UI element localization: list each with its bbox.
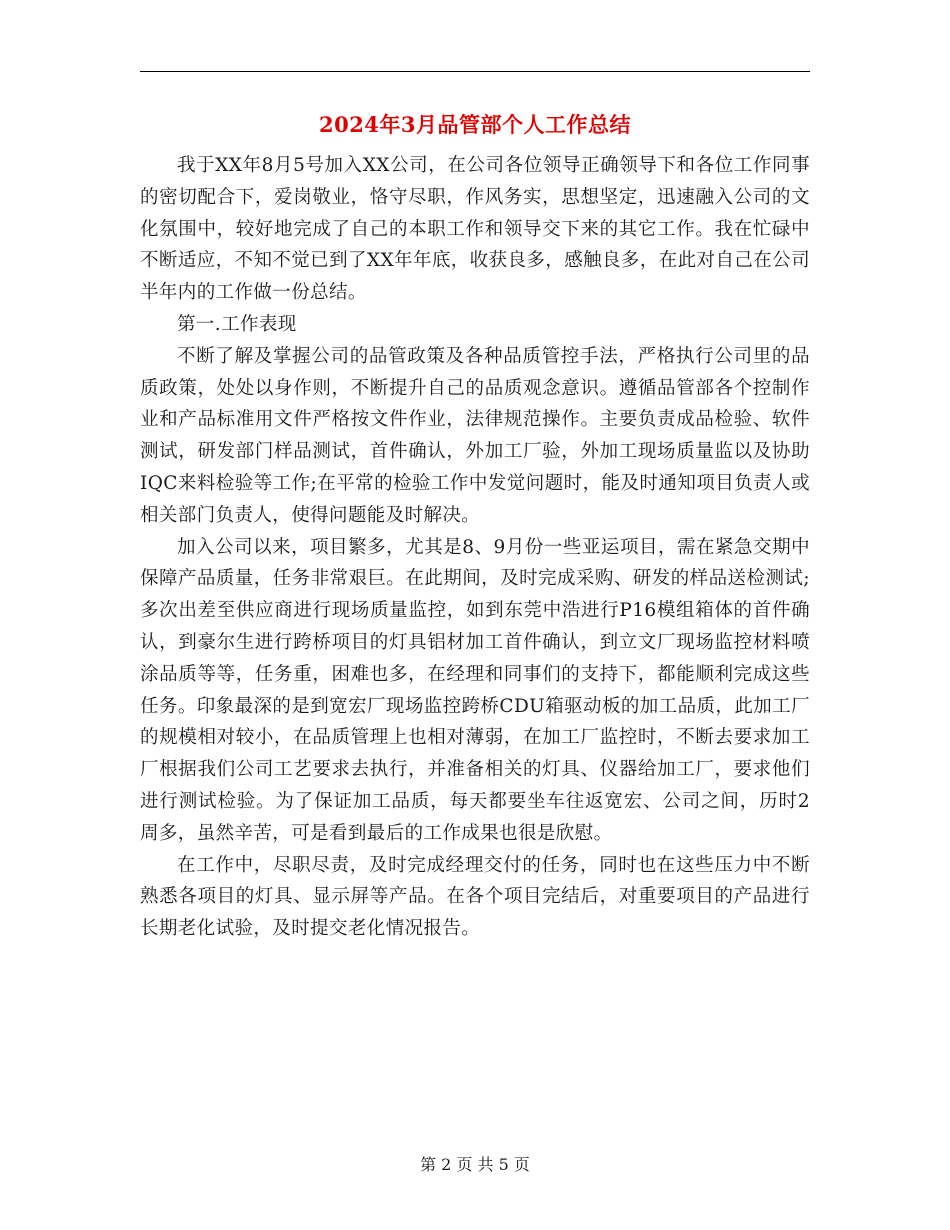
paragraph-intro: 我于XX年8月5号加入XX公司，在公司各位领导正确领导下和各位工作同事的密切配合下，爱岗敬业，恪守尽职，作风务实，思想坚定，迅速融入公司的文化氛围中，较好地完成了自己的本职工作和领导交下来的其它工作。我在忙碌中不断适应，不知不觉已到了XX年年底，收获良多，感触良多，在此对自己在公司半年内的工作做一份总结。 [140,155,810,304]
header-rule [140,71,810,72]
document-title: 2024年3月品管部个人工作总结 [318,112,632,137]
paragraph-performance: 不断了解及掌握公司的品管政策及各种品质管控手法，严格执行公司里的品质政策，处处以身作则，不断提升自己的品质观念意识。遵循品管部各个控制作业和产品标准用文件严格按文件作业，法律规范操作。主要负责成品检验、软件测试，研发部门样品测试，首件确认，外加工厂验，外加工现场质量监以及协助IQC来料检验等工作;在平常的检验工作中发觉问题时，能及时通知项目负责人或相关部门负责人，使得问题能及时解决。 [140,345,810,526]
page-number: 第 2 页 共 5 页 [420,1155,530,1174]
section-heading: 第一.工作表现 [177,313,297,335]
paragraph-duties: 在工作中，尽职尽责，及时完成经理交付的任务，同时也在这些压力中不断熟悉各项目的灯具、显示屏等产品。在各个项目完结后，对重要项目的产品进行长期老化试验，及时提交老化情况报告。 [140,854,810,940]
paragraph-projects: 加入公司以来，项目繁多，尤其是8、9月份一些亚运项目，需在紧急交期中保障产品质量，任务非常艰巨。在此期间，及时完成采购、研发的样品送检测试;多次出差至供应商进行现场质量监控，如到东莞中浩进行P16模组箱体的首件确认，到豪尔生进行跨桥项目的灯具铝材加工首件确认，到立文厂现场监控材料喷涂品质等等，任务重，困难也多，在经理和同事们的支持下，都能顺利完成这些任务。印象最深的是到宽宏厂现场监控跨桥CDU箱驱动板的加工品质，此加工厂的规模相对较小，在品质管理上也相对薄弱，在加工厂监控时，不断去要求加工厂根据我们公司工艺要求去执行，并准备相关的灯具、仪器给加工厂，要求他们进行测试检验。为了保证加工品质，每天都要坐车往返宽宏、公司之间，历时2周多，虽然辛苦，可是看到最后的工作成果也很是欣慰。 [140,536,810,844]
document-body [140,150,810,945]
